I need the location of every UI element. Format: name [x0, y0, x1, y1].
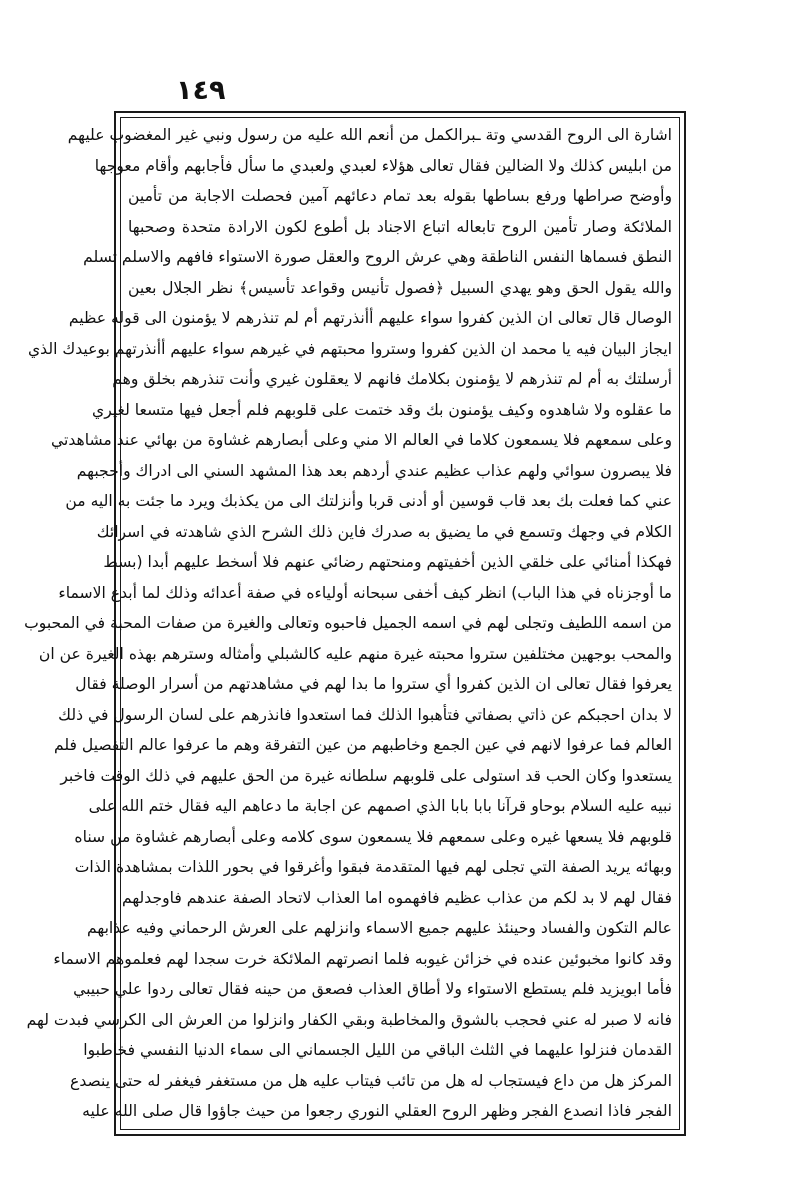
text-line-8: ايجاز البيان فيه يا محمد ان الذين كفروا وستروا محبتهم في غيرهم سواء عليهم أأنذرتهم بوعيدك الذي — [27, 339, 672, 358]
text-line-6: والله يقول الحق وهو يهدي السبيل ﴿فصول تأنيس وقواعد تأسيس﴾ نظر الجلال بعين — [128, 278, 672, 297]
text-line-14: الكلام في وجهك وتسمع في ما يضيق به صدرك فاين ذلك الشرح الذي شاهدته في اسرائك — [96, 522, 672, 541]
text-line-22: يستعدوا وكان الحب قد استولى على قلوبهم سلطانه غيرة من الحق عليهم في ذلك الوقت فاخبر — [60, 766, 672, 785]
text-line-4: الملائكة وصار تأمين الروح تابعاله اتباع الاجناد بل أطوع لكون الارادة متحدة وصحبها — [128, 217, 672, 236]
text-line-3: وأوضح صراطها ورفع بساطها بقوله بعد تمام دعائهم آمين فحصلت الاجابة من تأمين — [128, 187, 672, 205]
text-line-25: وبهائه يريد الصفة التي تجلى لهم فيها المتقدمة فبقوا وأغرقوا في بحور اللذات بمشاهدة الذات — [74, 858, 672, 876]
text-line-26: فقال لهم لا بد لكم من عذاب عظيم فافهموه اما العذاب لاتحاد الصفة عندهم فاوجدلهم — [121, 888, 672, 907]
text-line-13: عني كما فعلت بك بعد قاب قوسين أو أدنى قربا وأنزلتك الى من يكذبك ويرد ما جئت به اليه من — [65, 492, 672, 510]
text-line-30: فانه لا صبر له عني فحجب بالشوق والمخاطبة وبقي الكفار وانزلوا من العرش الى الكرسي فبدت لهم — [26, 1010, 672, 1029]
text-line-10: ما عقلوه ولا شاهدوه وكيف يؤمنون بك وقد ختمت على قلوبهم فلم أجعل فيها متسعا لغيري — [92, 400, 672, 419]
text-line-23: نبيه عليه السلام بوحاو قرآنا بابا بابا الذي اصمهم عن اجابة ما دعاهم اليه فقال ختم الله على — [88, 797, 672, 815]
text-line-15: فهكذا أمنائي على خلقي الذين أخفيتهم ومنحتهم رضائي عنهم فلا أسخط عليهم أبدا (بسط — [103, 553, 672, 571]
text-line-28: وقد كانوا مخبوئين عنده في خزائن غيوبه فلما انصرتهم الملائكة خرت سجدا لهم فعلموهم الاسماء — [53, 949, 672, 968]
text-line-12: فلا يبصرون سوائي ولهم عذاب عظيم عندي أردهم بعد هذا المشهد السني الى ادراك وأحجبهم — [76, 461, 672, 480]
text-line-29: فأما ابويزيد فلم يستطع الاستواء ولا أطاق العذاب فصعق من حينه فقال تعالى ردوا علي حبيبي — [73, 980, 672, 998]
text-line-7: الوصال قال تعالى ان الذين كفروا سواء عليهم أأنذرتهم أم لم تنذرهم لا يؤمنون الى قوله عظيم — [68, 309, 672, 327]
page-number: ١٤٩ — [176, 75, 226, 106]
text-line-5: النطق فسماها النفس الناطقة وهي عرش الروح والعقل صورة الاستواء فافهم والاسلم تسلم — [83, 248, 672, 266]
text-line-24: قلوبهم فلا يسعها غيره وعلى سمعهم فلا يسمعون سوى كلامه وعلى أبصارهم غشاوة من سناه — [74, 827, 672, 846]
text-line-20: لا بدان احجبكم عن ذاتي بصفاتي فتأهبوا الذلك فما استعدوا فانذرهم على لسان الرسول في ذلك — [58, 705, 672, 724]
text-line-21: العالم فما عرفوا لانهم في عين الجمع وخاطبهم من عين التفرقة وهم ما عرفوا عالم التفصيل فلم — [53, 736, 672, 754]
text-line-31: القدمان فنزلوا عليهما في الثلث الباقي من الليل الجسماني الى سماء الدنيا النفسي فخاطبوا — [83, 1041, 672, 1059]
text-line-2: من ابليس كذلك ولا الضالين فقال تعالى هؤلاء لعبدي ولعبدي ما سأل فأجابهم وأقام معوجها — [94, 156, 672, 175]
text-line-17: من اسمه اللطيف وتجلى لهم في اسمه الجميل فاحبوه وتعالى والغيرة من صفات المحبة في المحبوب — [24, 614, 672, 632]
text-line-32: المركز هل من داع فيستجاب له هل من تائب فيتاب عليه هل من مستغفر فيغفر له حتى ينصدع — [70, 1071, 672, 1090]
text-line-18: والمحب بوجهين مختلفين ستروا محبته غيرة منهم عليه كالشبلي وأمثاله وسترهم بهذه الغيرة عن ان — [38, 644, 672, 663]
text-block — [24, 122, 672, 1124]
text-line-27: عالم التكون والفساد وحينئذ عليهم جميع الاسماء وانزلهم على العرش الرحماني وفيه عذابهم — [87, 919, 672, 937]
text-line-9: أرسلتك به أم لم تنذرهم لا يؤمنون بكلامك فانهم لا يعقلون غيري وأنت تنذرهم بخلق وهم — [112, 370, 672, 388]
text-line-19: يعرفوا فقال تعالى ان الذين كفروا أي ستروا ما بدا لهم في مشاهدتهم من أسرار الوصلة فقال — [75, 675, 672, 693]
text-line-33: الفجر فاذا انصدع الفجر وظهر الروح العقلي النوري رجعوا من حيث جاؤوا قال صلى الله عليه — [82, 1102, 672, 1120]
text-line-1: اشارة الى الروح القدسي وتة ـبرالكمل من أنعم الله عليه من رسول ونبي غير المغضوب عليهم — [67, 126, 672, 144]
text-line-16: ما أوجزناه في هذا الباب) انظر كيف أخفى سبحانه أولياءه في صفة أعدائه وذلك لما أبدع الاسماء — [58, 583, 672, 602]
text-line-11: وعلى سمعهم فلا يسمعون كلاما في العالم الا مني وعلى أبصارهم غشاوة من بهائي عند مشاهدتي — [50, 431, 672, 449]
